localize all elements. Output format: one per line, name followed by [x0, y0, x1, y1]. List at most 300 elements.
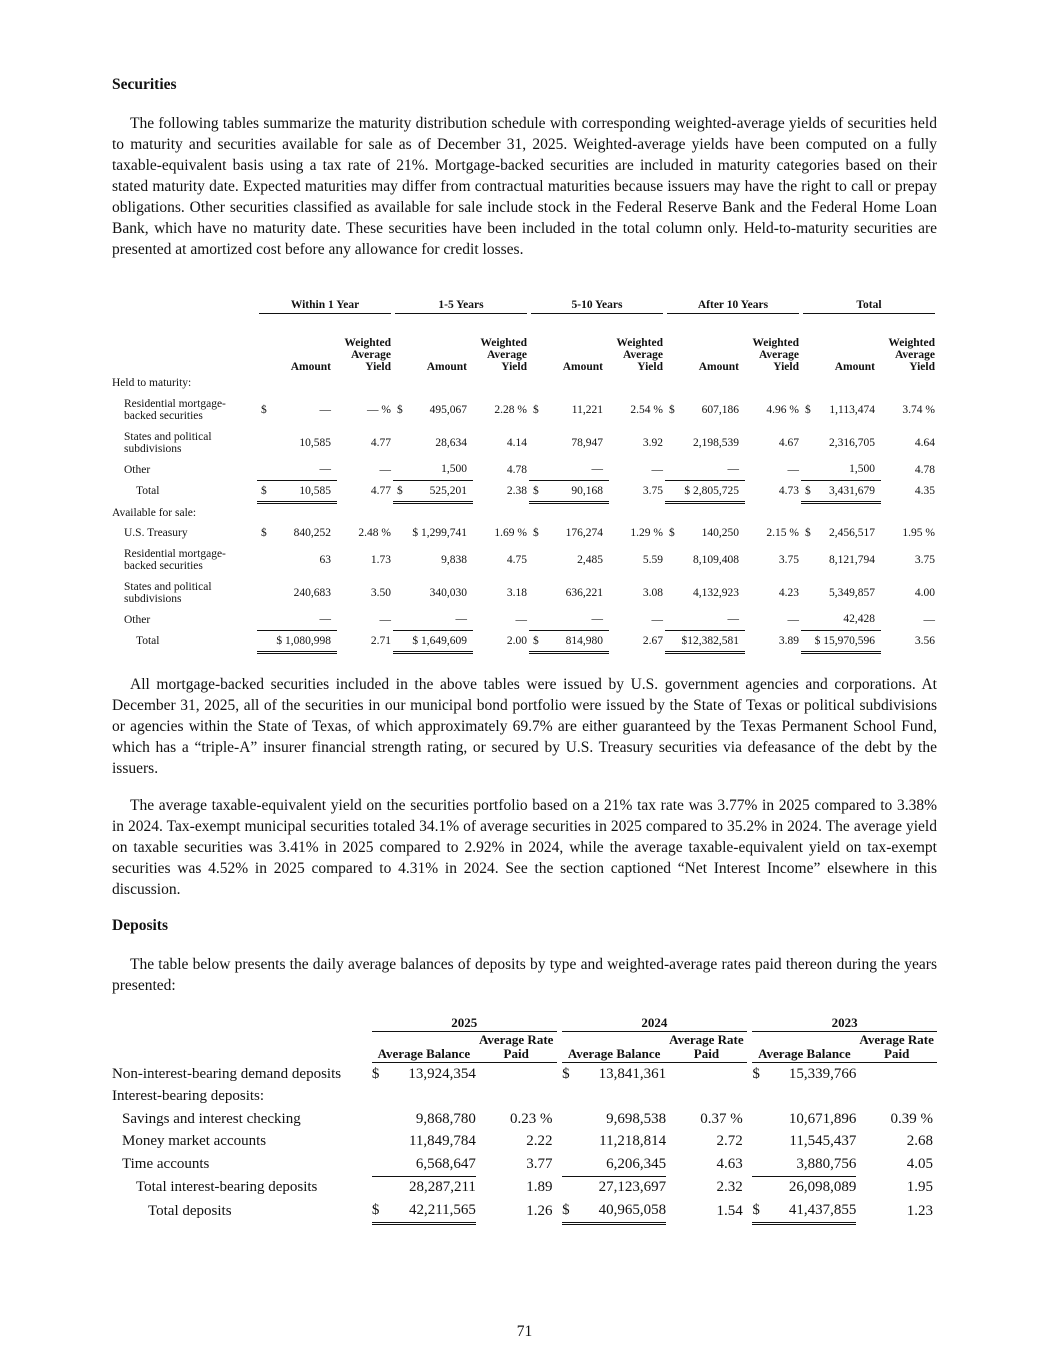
yield-cell [337, 480, 393, 502]
amount-cell [393, 543, 473, 576]
amount-cell [801, 459, 881, 480]
amount-value: 240,683 [293, 586, 331, 599]
amount-cell [665, 576, 745, 609]
currency-symbol: $ [805, 403, 811, 416]
group-header: Total [803, 299, 935, 314]
yield-value: 4.23 [778, 586, 799, 599]
amount-cell [529, 426, 609, 459]
yield-cell [609, 630, 665, 652]
currency-symbol [665, 554, 669, 566]
table-row [112, 426, 937, 459]
deposits-table [112, 1013, 937, 1225]
rate-cell: 1.23 [906, 1202, 933, 1219]
currency-symbol: $ [669, 403, 675, 416]
amount-value: 10,585 [299, 484, 331, 497]
yield-value: 1.69 % [494, 526, 527, 539]
yield-value: — [923, 613, 935, 626]
balance-value: 9,868,780 [415, 1110, 476, 1127]
amount-cell [665, 543, 745, 576]
currency-symbol [665, 613, 669, 625]
balance-value: 28,287,211 [408, 1179, 476, 1196]
amount-value: 607,186 [701, 403, 739, 416]
balance-cell [562, 1176, 666, 1199]
row-label: Other [124, 463, 151, 476]
row-label: Residential mortgage-backed securities [124, 547, 226, 572]
rate-cell: 0.23 % [510, 1110, 553, 1127]
balance-cell [372, 1086, 476, 1109]
amount-cell [257, 609, 337, 630]
securities-intro: The following tables summarize the maturity distribution schedule with corresponding weighted-average yields of securities held to maturity and securities available for sale as of December 31, 2025. Weighted-average yields have been computed on a fully taxable-equivalent basis using a tax rate of 21%. Mortgage-backed securities are included in maturity categories based on their stated maturity date. Expected maturities may differ from contractual maturities because issuers may have the right to call or prepay obligations. Other securities classified as available for sale include stock in the Federal Reserve Bank and the Federal Home Loan Bank, which have no maturity date. These securities have been included in the total column only. Held-to-maturity securities are presented at amortized cost before any allowance for credit losses. [112, 115, 937, 258]
currency-symbol: $ [669, 526, 675, 539]
rate-cell: 1.89 [526, 1179, 553, 1195]
balance-cell [752, 1153, 856, 1176]
yield-value: 4.77 [370, 436, 391, 449]
currency-symbol: $ [261, 484, 267, 497]
yield-cell [337, 426, 393, 459]
yield-value: — [651, 613, 663, 626]
currency-symbol [393, 527, 397, 539]
balance-column-header: Average Balance [752, 1047, 856, 1063]
row-label: States and political subdivisions [124, 580, 212, 605]
yield-value: 4.35 [914, 485, 935, 497]
row-label: Interest-bearing deposits: [112, 1088, 265, 1105]
currency-symbol: $ [371, 1065, 380, 1082]
amount-value: 2,198,539 [693, 436, 739, 449]
amount-column-header: Amount [290, 361, 331, 373]
amount-value: 176,274 [565, 526, 603, 539]
amount-cell [529, 543, 609, 576]
currency-symbol [801, 587, 805, 599]
amount-value: 90,168 [571, 484, 603, 497]
table-row [112, 543, 937, 576]
rate-cell: 1.26 [526, 1202, 553, 1219]
yield-value: — [651, 463, 663, 476]
rate-cell: 4.63 [716, 1156, 743, 1172]
amount-value: 4,132,923 [693, 586, 739, 599]
currency-symbol: $ [562, 1201, 570, 1218]
currency-symbol [665, 485, 669, 497]
amount-value: 840,252 [293, 526, 331, 539]
amount-cell [801, 426, 881, 459]
currency-symbol [529, 463, 533, 475]
yield-value: 3.75 [642, 485, 663, 497]
currency-symbol: $ [533, 634, 539, 647]
group-header: 5-10 Years [531, 299, 663, 314]
yield-cell [337, 609, 393, 630]
yield-cell [473, 630, 529, 652]
amount-cell [529, 522, 609, 543]
currency-symbol: $ [261, 403, 267, 416]
yield-cell [473, 393, 529, 426]
row-label: Total [136, 485, 160, 497]
yield-cell [609, 522, 665, 543]
row-label: Non-interest-bearing demand deposits [112, 1065, 342, 1082]
amount-value: $ 2,805,725 [684, 484, 739, 497]
yield-cell [609, 609, 665, 630]
deposits-heading: Deposits [112, 917, 168, 934]
section-label: Held to maturity: [112, 377, 192, 389]
yield-cell [881, 459, 937, 480]
amount-value: 9,838 [441, 553, 467, 566]
group-header: 1-5 Years [395, 299, 527, 314]
row-label: Total [136, 635, 160, 647]
amount-cell [257, 459, 337, 480]
amount-value: 2,456,517 [829, 526, 875, 539]
balance-column-header: Average Balance [372, 1047, 476, 1063]
balance-value: 6,568,647 [415, 1155, 476, 1172]
yield-cell [609, 543, 665, 576]
rate-cell: 2.68 [906, 1133, 933, 1150]
amount-value: 1,500 [441, 463, 467, 476]
amount-value: $ 15,970,596 [814, 634, 875, 647]
currency-symbol: $ [371, 1201, 380, 1218]
yield-cell [473, 426, 529, 459]
balance-value: 42,211,565 [408, 1201, 476, 1218]
currency-symbol: $ [562, 1065, 570, 1082]
yield-column-header: Weighted Average Yield [888, 337, 935, 373]
rate-cell: 2.32 [716, 1179, 743, 1195]
yield-cell [881, 543, 937, 576]
amount-cell [529, 609, 609, 630]
currency-symbol: $ [533, 484, 539, 497]
table-row [112, 1176, 937, 1199]
yield-value: 3.89 [778, 635, 799, 647]
amount-value: 8,121,794 [829, 553, 875, 566]
securities-paragraph-2: All mortgage-backed securities included in the above tables were issued by U.S. government agencies and corporations. At December 31, 2025, all of the securities in our municipal bond portfolio were issued by the State of Texas or political subdivisions or agencies within the State of Texas, of which approximately 69.7% are either guaranteed by the Texas Permanent School Fund, which has a “triple-A” insurer financial strength rating, or secured by U.S. Treasury securities via defeasance of the debt by the issuers. [112, 676, 937, 777]
currency-symbol [665, 463, 669, 475]
row-label: U.S. Treasury [124, 526, 188, 539]
currency-symbol: $ [533, 526, 539, 539]
yield-cell [337, 393, 393, 426]
currency-symbol [529, 437, 533, 449]
currency-symbol: $ [805, 484, 811, 497]
amount-value: 8,109,408 [693, 553, 739, 566]
section-label: Available for sale: [112, 506, 197, 519]
table-row [112, 1108, 937, 1131]
amount-value: 814,980 [565, 634, 603, 647]
balance-cell [752, 1176, 856, 1199]
currency-symbol [257, 587, 261, 599]
currency-symbol [393, 437, 397, 449]
yield-value: 3.75 [778, 553, 799, 566]
balance-cell [562, 1086, 666, 1109]
currency-symbol [801, 613, 805, 625]
yield-value: 4.64 [914, 436, 935, 449]
group-header: After 10 Years [667, 299, 799, 314]
amount-value: 1,113,474 [829, 403, 875, 416]
yield-value: 1.73 [370, 553, 391, 566]
rate-cell [856, 1086, 937, 1109]
amount-cell [801, 522, 881, 543]
yield-value: 2.71 [370, 635, 391, 647]
amount-cell [529, 630, 609, 652]
deposits-column-header-row [112, 1033, 937, 1063]
currency-symbol [257, 613, 261, 625]
currency-symbol [665, 437, 669, 449]
yield-value: 3.74 % [902, 403, 935, 416]
row-label: States and political subdivisions [124, 430, 212, 455]
amount-value: — [455, 613, 467, 626]
yield-value: 4.78 [506, 463, 527, 476]
row-label: Time accounts [122, 1156, 210, 1172]
table-row [112, 393, 937, 426]
year-header: 2023 [752, 1015, 937, 1032]
amount-value: 11,221 [571, 403, 603, 416]
yield-cell [473, 480, 529, 502]
yield-cell [881, 480, 937, 502]
currency-symbol [393, 463, 397, 475]
currency-symbol [529, 613, 533, 625]
currency-symbol: $ [752, 1065, 760, 1082]
yield-cell [745, 522, 801, 543]
yield-value: 3.08 [642, 586, 663, 599]
currency-symbol [393, 635, 397, 647]
amount-value: 636,221 [565, 586, 603, 599]
balance-cell [562, 1108, 666, 1131]
row-label: Total interest-bearing deposits [136, 1179, 318, 1195]
balance-cell [372, 1131, 476, 1154]
balance-cell [752, 1199, 856, 1223]
balance-value: 40,965,058 [598, 1201, 667, 1218]
rate-cell: 0.39 % [890, 1110, 933, 1127]
yield-cell [337, 576, 393, 609]
balance-value: 26,098,089 [788, 1179, 857, 1196]
balance-value: 3,880,756 [796, 1155, 857, 1172]
currency-symbol [257, 437, 261, 449]
yield-value: 4.00 [914, 586, 935, 599]
amount-cell [801, 576, 881, 609]
amount-value: 140,250 [701, 526, 739, 539]
currency-symbol: $ [397, 403, 403, 416]
rate-cell [476, 1086, 557, 1109]
amount-column-header: Amount [426, 361, 467, 373]
yield-cell [337, 522, 393, 543]
currency-symbol [393, 587, 397, 599]
yield-cell [745, 459, 801, 480]
currency-symbol [801, 635, 805, 647]
balance-cell [372, 1063, 476, 1086]
yield-cell [745, 543, 801, 576]
currency-symbol [257, 554, 261, 566]
currency-symbol [665, 635, 669, 647]
section-row [112, 502, 937, 522]
amount-value: 63 [319, 553, 331, 566]
rate-cell: 3.77 [526, 1156, 553, 1172]
deposits-year-header-row [112, 1013, 937, 1033]
row-label: Savings and interest checking [122, 1110, 301, 1127]
amount-value: — [591, 463, 603, 476]
yield-cell [881, 522, 937, 543]
amount-value: $ 1,649,609 [412, 634, 467, 647]
yield-cell [881, 576, 937, 609]
total-row [112, 630, 937, 652]
amount-cell [257, 522, 337, 543]
balance-value: 11,849,784 [408, 1133, 476, 1150]
amount-value: — [727, 463, 739, 476]
table-row [112, 522, 937, 543]
yield-cell [745, 630, 801, 652]
amount-value: — [319, 403, 331, 416]
rate-cell: 0.37 % [700, 1110, 743, 1127]
amount-cell [801, 543, 881, 576]
rate-cell: 2.22 [526, 1133, 553, 1150]
balance-column-header: Average Balance [562, 1047, 666, 1063]
amount-cell [257, 480, 337, 502]
total-row [112, 480, 937, 502]
balance-cell [752, 1131, 856, 1154]
yield-value: — [379, 463, 391, 476]
row-label: Residential mortgage-backed securities [124, 397, 226, 422]
yield-value: 4.77 [370, 485, 391, 497]
amount-value: 42,428 [843, 613, 875, 626]
yield-column-header: Weighted Average Yield [480, 337, 527, 373]
yield-value: 4.78 [914, 463, 935, 476]
amount-cell [257, 576, 337, 609]
yield-value: 4.73 [778, 485, 799, 497]
section-row [112, 373, 937, 393]
amount-cell [665, 426, 745, 459]
amount-column-header: Amount [834, 361, 875, 373]
yield-cell [881, 393, 937, 426]
yield-value: 2.38 [506, 485, 527, 497]
yield-column-header: Weighted Average Yield [752, 337, 799, 373]
balance-cell [752, 1086, 856, 1109]
amount-cell [257, 630, 337, 652]
table-row [112, 576, 937, 609]
yield-cell [745, 426, 801, 459]
yield-value: 3.18 [506, 586, 527, 599]
yield-value: — [515, 613, 527, 626]
balance-value: 13,924,354 [408, 1065, 476, 1082]
amount-value: $ 1,080,998 [276, 634, 331, 647]
balance-cell [562, 1063, 666, 1086]
table-row [112, 1153, 937, 1176]
securities-maturity-table [112, 299, 937, 654]
amount-cell [393, 630, 473, 652]
balance-value: 6,206,345 [606, 1155, 667, 1172]
currency-symbol: $ [261, 526, 267, 539]
balance-cell [562, 1153, 666, 1176]
amount-value: — [591, 613, 603, 626]
securities-heading: Securities [112, 76, 177, 93]
balance-cell [752, 1108, 856, 1131]
currency-symbol [257, 635, 261, 647]
balance-value: 41,437,855 [788, 1201, 857, 1218]
currency-symbol [665, 587, 669, 599]
yield-value: 2.28 % [494, 403, 527, 416]
yield-value: — [787, 613, 799, 626]
balance-cell [372, 1108, 476, 1131]
currency-symbol [393, 613, 397, 625]
yield-value: 2.15 % [766, 526, 799, 539]
yield-cell [745, 480, 801, 502]
amount-cell [393, 426, 473, 459]
rate-column-header: Average Rate Paid [476, 1033, 557, 1063]
amount-cell [529, 459, 609, 480]
amount-cell [801, 480, 881, 502]
amount-value: 1,500 [849, 463, 875, 476]
amount-value: $ 1,299,741 [412, 526, 467, 539]
amount-value: 340,030 [429, 586, 467, 599]
yield-value: 3.56 [914, 635, 935, 647]
yield-cell [609, 426, 665, 459]
currency-symbol [801, 463, 805, 475]
amount-cell [801, 393, 881, 426]
yield-value: 4.14 [506, 436, 527, 449]
rate-cell: 4.05 [906, 1156, 933, 1172]
amount-value: 78,947 [571, 436, 603, 449]
yield-cell [337, 459, 393, 480]
table-row [112, 1199, 937, 1223]
amount-value: 28,634 [435, 436, 467, 449]
amount-cell [393, 576, 473, 609]
securities-group-header-row [112, 299, 937, 317]
yield-cell [337, 543, 393, 576]
row-label: Other [124, 613, 151, 626]
yield-cell [473, 576, 529, 609]
yield-cell [609, 459, 665, 480]
balance-value: 11,545,437 [789, 1133, 857, 1150]
balance-cell [562, 1131, 666, 1154]
yield-cell [745, 609, 801, 630]
yield-value: — % [367, 403, 391, 416]
yield-value: 2.67 [642, 635, 663, 647]
currency-symbol [257, 463, 261, 475]
yield-cell [473, 522, 529, 543]
amount-value: 5,349,857 [829, 586, 875, 599]
yield-value: 3.50 [370, 586, 391, 599]
balance-value: 15,339,766 [788, 1065, 857, 1082]
amount-cell [801, 630, 881, 652]
yield-cell [745, 576, 801, 609]
currency-symbol [801, 554, 805, 566]
rate-cell [666, 1086, 747, 1109]
amount-value: 525,201 [429, 484, 467, 497]
amount-column-header: Amount [698, 361, 739, 373]
yield-value: 1.95 % [902, 526, 935, 539]
yield-cell [881, 609, 937, 630]
balance-cell [562, 1199, 666, 1223]
yield-cell [881, 426, 937, 459]
rate-column-header: Average Rate Paid [856, 1033, 937, 1063]
amount-value: — [727, 613, 739, 626]
balance-value: 27,123,697 [598, 1179, 667, 1196]
yield-value: 5.59 [642, 553, 663, 566]
table-row [112, 1086, 937, 1109]
currency-symbol: $ [533, 403, 539, 416]
yield-cell [473, 609, 529, 630]
year-header: 2024 [562, 1015, 747, 1032]
page-number: 71 [516, 1323, 533, 1340]
amount-cell [665, 393, 745, 426]
amount-column-header: Amount [562, 361, 603, 373]
currency-symbol: $ [397, 484, 403, 497]
amount-cell [393, 522, 473, 543]
amount-cell [393, 480, 473, 502]
yield-value: 4.96 % [766, 403, 799, 416]
amount-cell [257, 543, 337, 576]
group-header: Within 1 Year [259, 299, 391, 314]
amount-cell [529, 480, 609, 502]
table-row [112, 1063, 937, 1086]
rate-cell: 2.72 [716, 1133, 743, 1150]
currency-symbol: $ [752, 1201, 760, 1218]
rate-cell: 1.95 [906, 1179, 933, 1195]
amount-value: — [319, 613, 331, 626]
balance-value: 11,218,814 [599, 1133, 667, 1150]
amount-cell [665, 459, 745, 480]
amount-cell [665, 630, 745, 652]
